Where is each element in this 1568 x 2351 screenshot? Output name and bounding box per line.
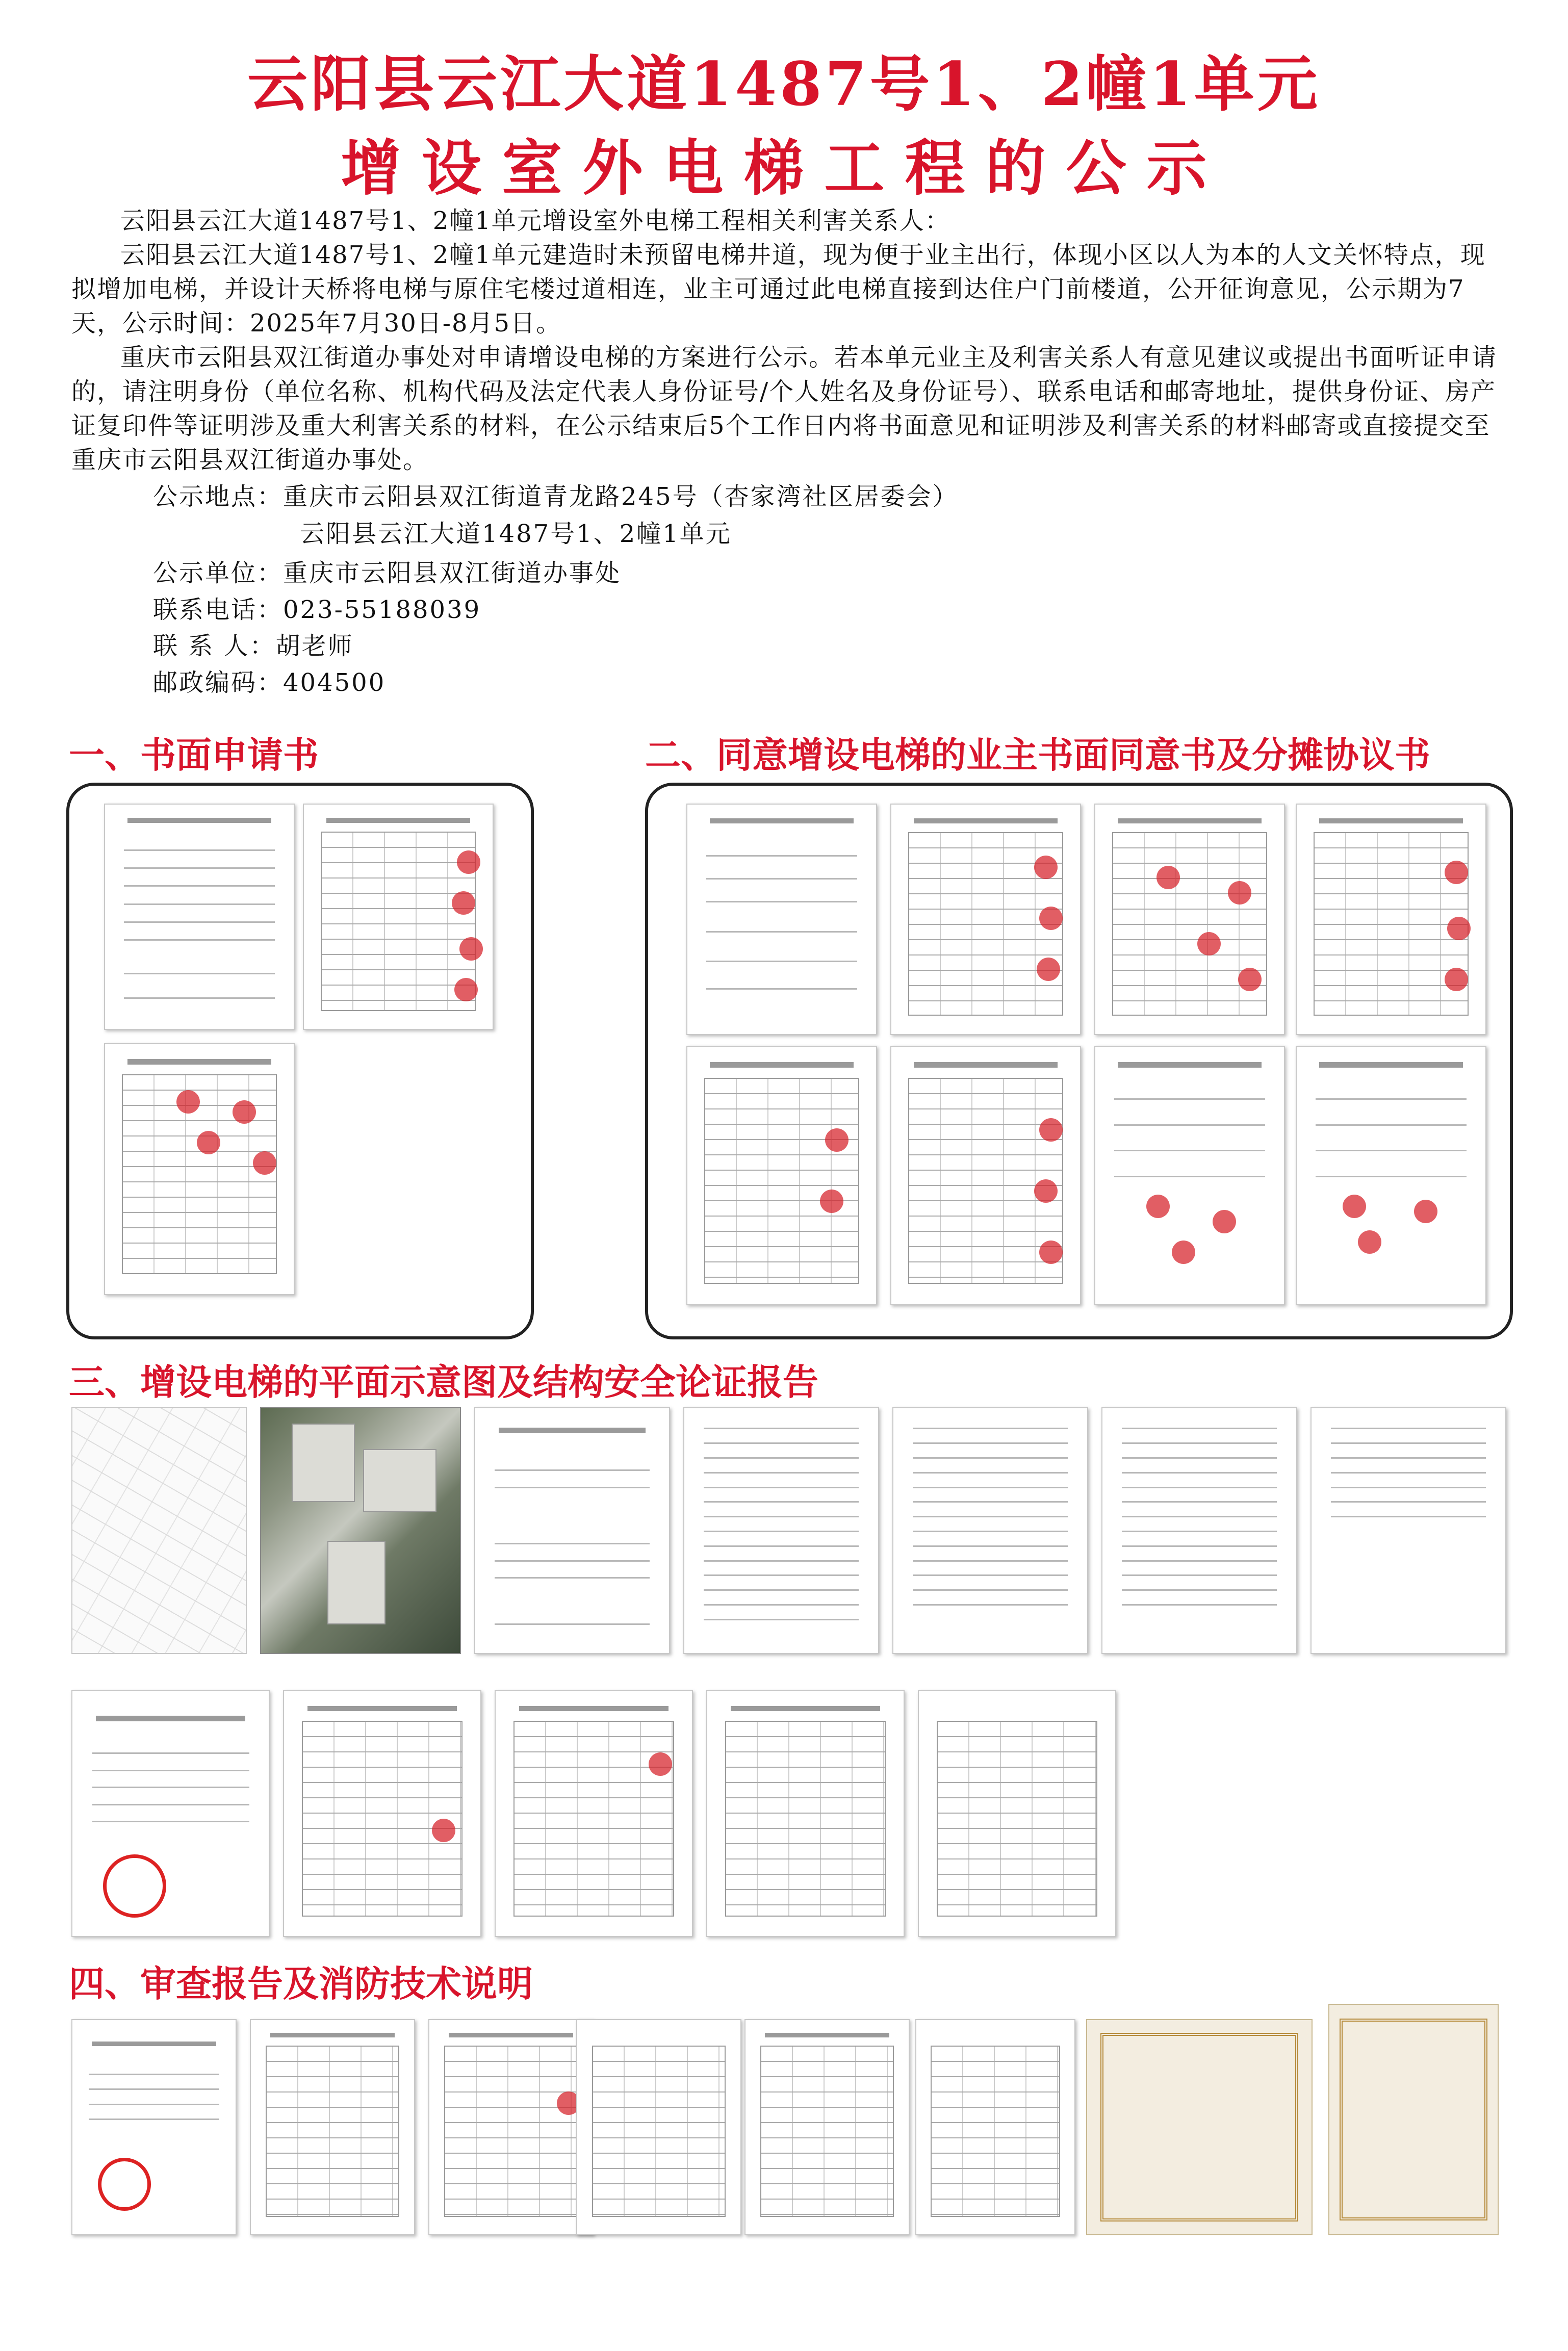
unit-value: 重庆市云阳县双江街道办事处	[283, 559, 622, 587]
owner-consent-page-1	[1296, 804, 1486, 1035]
contact-value: 胡老师	[275, 632, 354, 660]
cost-sharing-agreement-page-2	[1296, 1046, 1486, 1305]
signatory-list-page-1	[303, 804, 494, 1030]
review-report-page-3	[576, 2019, 741, 2235]
structural-safety-report-cover	[474, 1407, 670, 1654]
report-page-4	[1310, 1407, 1506, 1654]
review-report-page-1	[250, 2019, 415, 2235]
aerial-site-photo	[260, 1407, 461, 1654]
special-equipment-production-license	[1328, 2004, 1499, 2235]
section-3-heading: 三、增设电梯的平面示意图及结构安全论证报告	[69, 1361, 818, 1403]
postal-value: 404500	[283, 668, 386, 697]
addressee: 云阳县云江大道1487号1、2幢1单元增设室外电梯工程相关利害关系人：	[120, 206, 950, 235]
section-1-frame	[66, 783, 534, 1339]
location-row	[153, 477, 959, 512]
title-line-1: 云阳县云江大道1487号1、2幢1单元	[247, 48, 1321, 119]
location-label: 公示地点：	[153, 482, 284, 511]
owner-list-page-1	[890, 804, 1081, 1035]
report-page-3	[1101, 1407, 1297, 1654]
report-page-1	[683, 1407, 879, 1654]
report-page-2	[892, 1407, 1088, 1654]
phone-label: 联系电话：	[153, 596, 284, 624]
section-1-heading: 一、书面申请书	[69, 734, 319, 776]
cost-sharing-agreement-page-1	[1094, 1046, 1285, 1305]
location-2: 云阳县云江大道1487号1、2幢1单元	[300, 520, 732, 548]
review-report-page-4	[744, 2019, 910, 2235]
qualification-certificate-1	[71, 1690, 270, 1937]
owner-consent-page-2	[686, 1046, 877, 1305]
site-plan-map	[71, 1407, 247, 1654]
unit-row	[153, 553, 621, 588]
review-report-page-5	[915, 2019, 1075, 2235]
section-2-heading: 二、同意增设电梯的业主书面同意书及分摊协议书	[645, 734, 1430, 776]
contact-row	[153, 626, 354, 661]
location-1: 重庆市云阳县双江街道青龙路245号（杏家湾社区居委会）	[283, 482, 959, 511]
signatory-list-page-2	[104, 1043, 295, 1295]
section-2-frame	[645, 783, 1513, 1339]
consent-letter-page	[686, 804, 877, 1035]
phone-value: 023-55188039	[283, 596, 481, 624]
intro-text	[71, 204, 1499, 477]
review-form-2	[495, 1690, 693, 1937]
qualification-certificate-2	[71, 2019, 237, 2235]
application-letter-page	[104, 804, 295, 1030]
section-4-heading: 四、审查报告及消防技术说明	[69, 1963, 533, 2005]
review-form-1	[283, 1690, 481, 1937]
intro-paragraph-1: 云阳县云江大道1487号1、2幢1单元建造时未预留电梯井道，现为便于业主出行，体现小区以人为本的人文关怀特点，现拟增加电梯，并设计天桥将电梯与原住宅楼过道相连，业主可通过此电梯直接到达住户门前楼道，公开征询意见，公示期为7天，公示时间：2025年7月30日-8月5日。	[71, 241, 1486, 338]
intro-paragraph-2: 重庆市云阳县双江街道办事处对申请增设电梯的方案进行公示。若本单元业主及利害关系人有意见建议或提出书面听证申请的，请注明身份（单位名称、机构代码及法定代表人身份证号/个人姓名及身份证号）、联系电话和邮寄地址，提供身份证、房产证复印件等证明涉及重大利害关系的材料，在公示结束后5个工作日内将书面意见和证明涉及利害关系的材料邮寄或直接提交至重庆市云阳县双江街道办事处。	[71, 343, 1498, 474]
postal-row	[153, 663, 385, 698]
owner-list-page-3	[890, 1046, 1081, 1305]
contact-label: 联 系 人：	[153, 632, 276, 660]
title-line-2: 增设室外电梯工程的公示	[341, 133, 1227, 203]
unit-label: 公示单位：	[153, 559, 284, 587]
review-form-3	[706, 1690, 905, 1937]
business-license	[1086, 2019, 1313, 2235]
owner-list-page-2	[1094, 804, 1285, 1035]
review-form-4	[918, 1690, 1116, 1937]
review-report-page-2	[428, 2019, 594, 2235]
postal-label: 邮政编码：	[153, 668, 284, 697]
phone-row	[153, 590, 481, 625]
